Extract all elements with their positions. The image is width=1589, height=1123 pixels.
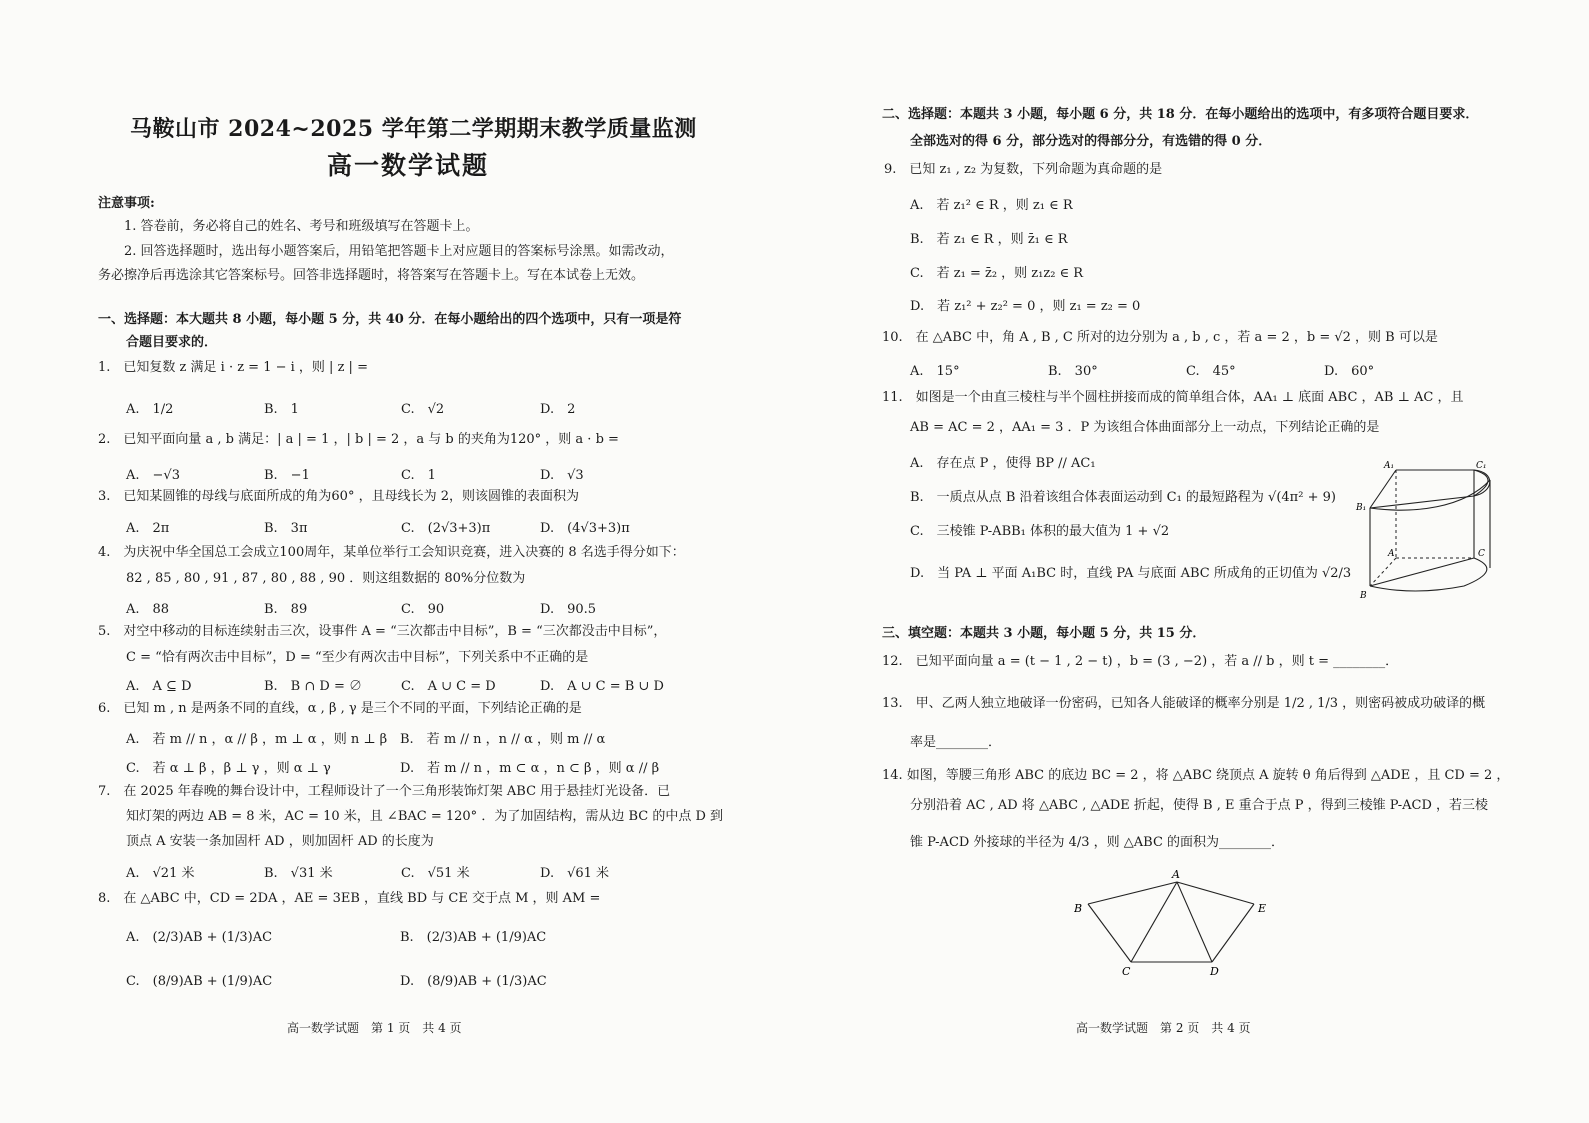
fig14-label-e: E (1258, 902, 1267, 915)
fig11-label-a: A (1388, 549, 1395, 559)
fig11-label-c: C (1478, 549, 1485, 559)
prism-cylinder-figure (1354, 458, 1504, 603)
q6-option-c: C. 若 α ⊥ β ，β ⊥ γ ，则 α ⊥ γ (126, 761, 331, 776)
fig11-label-c1: C₁ (1476, 461, 1487, 471)
question-3: 3. 已知某圆锥的母线与底面所成的角为60° ，且母线长为 2，则该圆锥的表面积为 (98, 489, 579, 504)
q11-option-c: C. 三棱锥 P-ABB₁ 体积的最大值为 1 + √2 (910, 524, 1170, 539)
question-8: 8. 在 △ABC 中，CD = 2DA ，AE = 3EB ，直线 BD 与 CE 交于点 M ，则 AM = (98, 891, 601, 906)
q8-option-b: B. (2/3)AB + (1/9)AC (400, 930, 547, 945)
question-5-cont: C = “恰有两次击中目标”，D = “至少有两次击中目标”，下列关系中不正确的是 (126, 650, 589, 665)
question-7-cont-2: 顶点 A 安装一条加固杆 AD ，则加固杆 AD 的长度为 (126, 834, 434, 849)
q4-option-b: B. 89 (264, 602, 308, 617)
q1-option-d: D. 2 (540, 402, 576, 417)
section-1-heading: 一、选择题：本大题共 8 小题，每小题 5 分，共 40 分．在每小题给出的四个选项中，只有一项是符 (98, 312, 682, 327)
q1-option-a: A. 1/2 (126, 402, 174, 417)
question-9: 9. 已知 z₁ , z₂ 为复数，下列命题为真命题的是 (884, 162, 1163, 177)
question-4-cont: 82 , 85 , 80 , 91 , 87 , 80 , 88 , 90 ．则这组数据的 80%分位数为 (126, 571, 526, 586)
question-14-cont-1: 分别沿着 AC , AD 将 △ABC , △ADE 折起，使得 B , E 重合于点 P ，得到三棱锥 P-ACD ，若三棱 (910, 798, 1489, 813)
q1-option-b: B. 1 (264, 402, 299, 417)
q7-option-c: C. √51 米 (401, 866, 470, 881)
q11-option-a: A. 存在点 P ，使得 BP // AC₁ (910, 456, 1096, 471)
section-2-heading-cont: 全部选对的得 6 分，部分选对的得部分分，有选错的得 0 分． (910, 134, 1272, 149)
q7-option-b: B. √31 米 (264, 866, 333, 881)
q8-option-d: D. (8/9)AB + (1/3)AC (400, 974, 547, 989)
q3-option-a: A. 2π (126, 521, 170, 536)
q3-option-c: C. (2√3+3)π (401, 521, 491, 536)
q3-option-d: D. (4√3+3)π (540, 521, 630, 536)
q2-option-b: B. −1 (264, 468, 310, 483)
q10-option-b: B. 30° (1048, 364, 1098, 379)
q2-option-d: D. √3 (540, 468, 584, 483)
exam-subtitle: 高一数学试题 (327, 151, 490, 180)
question-11: 11. 如图是一个由直三棱柱与半个圆柱拼接而成的简单组合体，AA₁ ⊥ 底面 ABC ，AB ⊥ AC ，且 (882, 390, 1464, 405)
q5-option-d: D. A ∪ C = B ∪ D (540, 679, 664, 694)
q9-option-c: C. 若 z₁ = z̄₂ ，则 z₁z₂ ∈ R (910, 266, 1084, 281)
q10-option-c: C. 45° (1186, 364, 1236, 379)
q7-option-d: D. √61 米 (540, 866, 610, 881)
fig14-label-c: C (1122, 965, 1131, 978)
notice-heading: 注意事项: (98, 196, 155, 211)
question-13-cont: 率是________． (910, 735, 1002, 750)
q5-option-b: B. B ∩ D = ∅ (264, 679, 362, 694)
q2-option-a: A. −√3 (126, 468, 180, 483)
question-4: 4. 为庆祝中华全国总工会成立100周年，某单位举行工会知识竞赛，进入决赛的 8 名选手得分如下： (98, 545, 685, 560)
question-13: 13. 甲、乙两人独立地破译一份密码，已知各人能破译的概率分别是 1/2 , 1/3 ，则密码被成功破译的概 (882, 696, 1486, 711)
q6-option-b: B. 若 m // n ，n // α ，则 m // α (400, 732, 606, 747)
question-10: 10. 在 △ABC 中，角 A , B , C 所对的边分别为 a , b , c ，若 a = 2 ，b = √2 ，则 B 可以是 (882, 330, 1438, 345)
section-2-heading: 二、选择题：本题共 3 小题，每小题 6 分，共 18 分．在每小题给出的选项中，有多项符合题目要求． (882, 107, 1479, 122)
question-11-cont: AB = AC = 2 ，AA₁ = 3 ．P 为该组合体曲面部分上一动点，下列结论正确的是 (910, 420, 1380, 435)
q4-option-d: D. 90.5 (540, 602, 597, 617)
question-2: 2. 已知平面向量 a , b 满足：| a | = 1 ，| b | = 2 ，a 与 b 的夹角为120° ，则 a · b = (98, 432, 619, 447)
q2-option-c: C. 1 (401, 468, 436, 483)
q10-option-a: A. 15° (910, 364, 960, 379)
right-page (794, 0, 1589, 1123)
q9-option-a: A. 若 z₁² ∈ R ，则 z₁ ∈ R (910, 198, 1073, 213)
left-page (0, 0, 794, 1123)
q4-option-c: C. 90 (401, 602, 445, 617)
q1-option-c: C. √2 (401, 402, 445, 417)
question-1: 1. 已知复数 z 满足 i · z = 1 − i ，则 | z | = (98, 360, 368, 375)
q8-option-a: A. (2/3)AB + (1/3)AC (126, 930, 273, 945)
q6-option-a: A. 若 m // n ，α // β ，m ⊥ α ，则 n ⊥ β (126, 732, 388, 747)
fig11-label-b: B (1360, 591, 1367, 601)
section-3-heading: 三、填空题：本题共 3 小题，每小题 5 分，共 15 分． (882, 626, 1206, 641)
q4-option-a: A. 88 (126, 602, 170, 617)
q9-option-b: B. 若 z₁ ∈ R ，则 z̄₁ ∈ R (910, 232, 1068, 247)
page-footer-2: 高一数学试题 第 2 页 共 4 页 (1076, 1021, 1251, 1035)
question-14-cont-2: 锥 P-ACD 外接球的半径为 4/3 ，则 △ABC 的面积为________． (910, 835, 1285, 850)
question-7: 7. 在 2025 年春晚的舞台设计中，工程师设计了一个三角形装饰灯架 ABC 用于悬挂灯光设备．已 (98, 784, 671, 799)
fig14-label-b: B (1074, 902, 1083, 915)
fig14-label-a: A (1172, 868, 1180, 881)
triangle-rotation-figure (1074, 862, 1294, 982)
q10-option-d: D. 60° (1324, 364, 1375, 379)
q8-option-c: C. (8/9)AB + (1/9)AC (126, 974, 273, 989)
section-1-heading-cont: 合题目要求的． (126, 335, 218, 350)
notice-item-2a: 2. 回答选择题时，选出每小题答案后，用铅笔把答题卡上对应题目的答案标号涂黑。如需改动， (124, 244, 674, 259)
question-7-cont-1: 知灯架的两边 AB = 8 米，AC = 10 米，且 ∠BAC = 120° ．为了加固结构，需从边 BC 的中点 D 到 (126, 809, 724, 824)
question-12: 12. 已知平面向量 a = (t − 1 , 2 − t) ，b = (3 , −2) ，若 a // b ，则 t = ________． (882, 654, 1399, 669)
question-5: 5. 对空中移动的目标连续射击三次，设事件 A = “三次都击中目标”，B = “三次都没击中目标”， (98, 624, 667, 639)
q5-option-c: C. A ∪ C = D (401, 679, 496, 694)
q7-option-a: A. √21 米 (126, 866, 195, 881)
q11-option-d: D. 当 PA ⊥ 平面 A₁BC 时，直线 PA 与底面 ABC 所成角的正切值为 √2/3 (910, 566, 1352, 581)
q5-option-a: A. A ⊆ D (126, 679, 192, 694)
page-footer-1: 高一数学试题 第 1 页 共 4 页 (287, 1021, 462, 1035)
notice-item-1: 1. 答卷前，务必将自己的姓名、考号和班级填写在答题卡上。 (124, 219, 479, 234)
question-14: 14. 如图，等腰三角形 ABC 的底边 BC = 2 ，将 △ABC 绕顶点 A 旋转 θ 角后得到 △ADE ，且 CD = 2 ， (882, 768, 1510, 783)
question-6: 6. 已知 m , n 是两条不同的直线，α , β , γ 是三个不同的平面，下列结论正确的是 (98, 701, 582, 716)
q3-option-b: B. 3π (264, 521, 308, 536)
q6-option-d: D. 若 m // n ，m ⊂ α ，n ⊂ β ，则 α // β (400, 761, 660, 776)
q9-option-d: D. 若 z₁² + z₂² = 0 ，则 z₁ = z₂ = 0 (910, 299, 1141, 314)
exam-title: 马鞍山市 2024~2025 学年第二学期期末教学质量监测 (130, 116, 697, 142)
fig14-label-d: D (1210, 965, 1219, 978)
fig11-label-a1: A₁ (1384, 461, 1395, 471)
notice-item-2b: 务必擦净后再选涂其它答案标号。回答非选择题时，将答案写在答题卡上。写在本试卷上无效。 (98, 268, 645, 283)
fig11-label-b1: B₁ (1356, 503, 1367, 513)
q11-option-b: B. 一质点从点 B 沿着该组合体表面运动到 C₁ 的最短路程为 √(4π² + 9) (910, 490, 1336, 505)
